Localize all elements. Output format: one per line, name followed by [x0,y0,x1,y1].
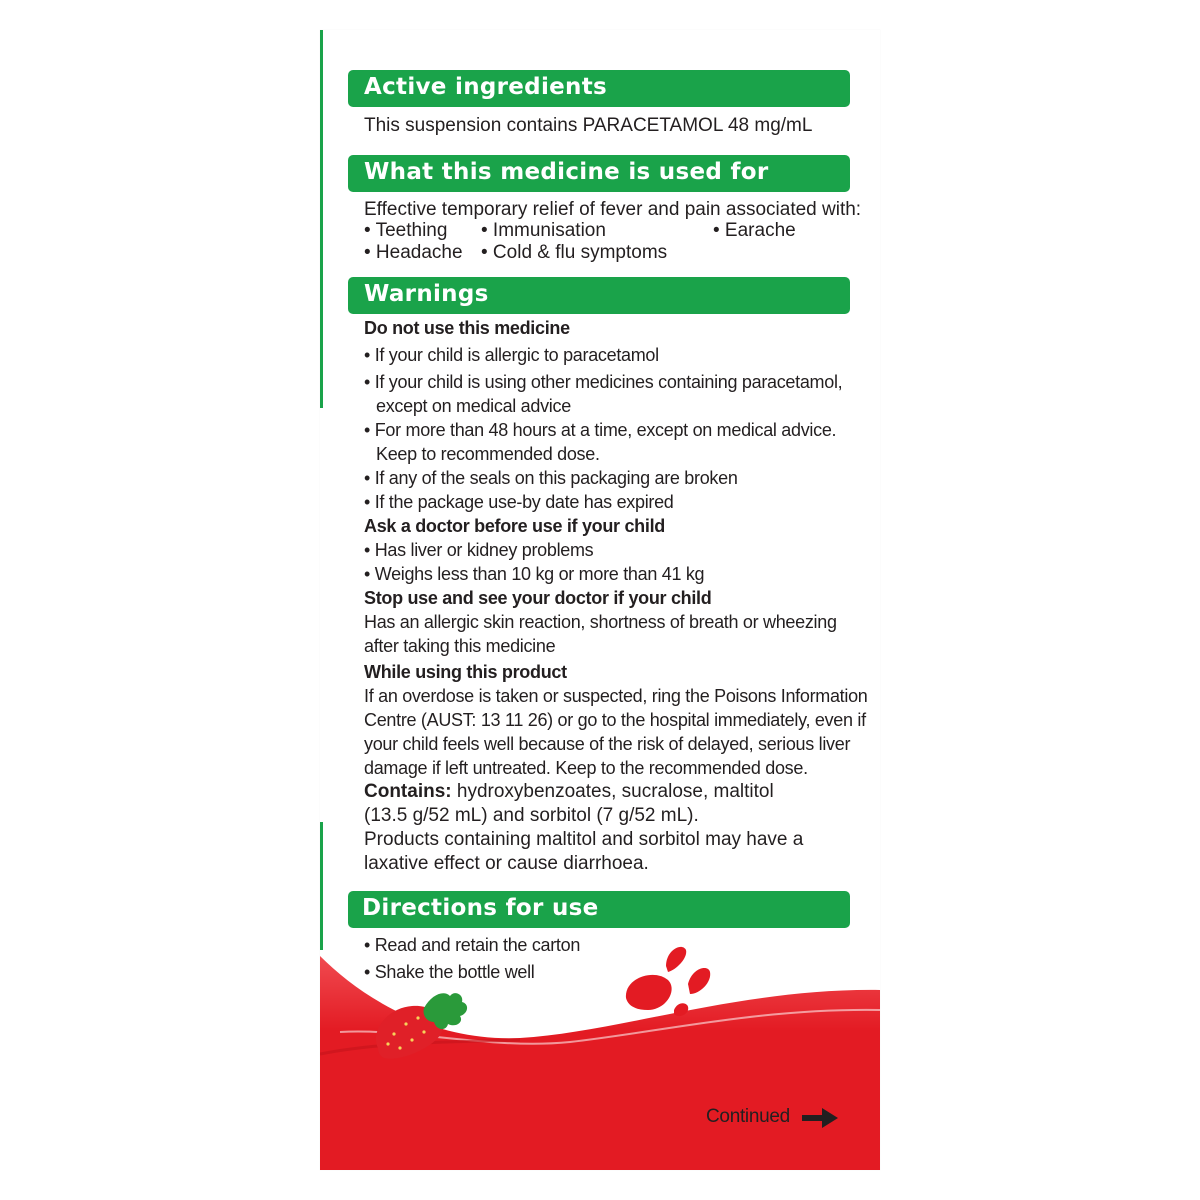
strawberry-icon [364,988,474,1068]
contains-label: Contains: [364,781,452,802]
list-item: • Read and retain the carton [364,935,581,955]
contains-line [364,780,774,804]
active-ingredients-text: This suspension contains PARACETAMOL 48 mg/mL [364,115,813,136]
contains-text: Products containing maltitol and sorbitol may have a [364,829,804,850]
list-item: • Immunisation [481,220,606,241]
list-item: • Has liver or kidney problems [364,540,594,560]
list-item: • Cold & flu symptoms [481,242,668,263]
section-title: Active ingredients [364,74,607,100]
while-using-heading: While using this product [364,662,567,682]
list-item: • Headache [364,242,463,263]
ask-doctor-heading: Ask a doctor before use if your child [364,516,665,536]
section-title: What this medicine is used for [364,159,769,185]
contains-text: hydroxybenzoates, sucralose, maltitol [451,781,774,802]
overdose-text: your child feels well because of the risk of delayed, serious liver [364,734,851,754]
list-item-continued: except on medical advice [376,396,571,416]
warnings-header [348,277,850,314]
list-item: • Weighs less than 10 kg or more than 41 kg [364,564,705,584]
arrow-right-icon [802,1108,838,1128]
overdose-text: damage if left untreated. Keep to the recommended dose. [364,758,808,778]
list-item: • If your child is allergic to paracetamol [364,345,659,365]
overdose-text: Centre (AUST: 13 11 26) or go to the hospital immediately, even if [364,710,866,730]
left-green-edge-top [320,30,323,408]
used-for-header [348,155,850,192]
list-item: • For more than 48 hours at a time, except on medical advice. [364,420,837,440]
splash-icon [620,940,720,1030]
section-title: Directions for use [362,895,599,921]
section-title: Warnings [364,281,489,307]
continued-label: Continued [706,1106,790,1127]
list-item: • Teething [364,220,448,241]
list-item: • If the package use-by date has expired [364,492,674,512]
list-item: • If any of the seals on this packaging are broken [364,468,738,488]
stop-use-heading: Stop use and see your doctor if your child [364,588,712,608]
used-for-intro: Effective temporary relief of fever and pain associated with: [364,199,862,220]
list-item: • Earache [713,220,796,241]
contains-text: laxative effect or cause diarrhoea. [364,853,649,874]
do-not-use-heading: Do not use this medicine [364,318,570,338]
list-item-continued: Keep to recommended dose. [376,444,600,464]
overdose-text: If an overdose is taken or suspected, ring the Poisons Information [364,686,868,706]
stop-use-text: after taking this medicine [364,636,556,656]
stop-use-text: Has an allergic skin reaction, shortness of breath or wheezing [364,612,837,632]
list-item: • If your child is using other medicines containing paracetamol, [364,372,843,392]
contains-text: (13.5 g/52 mL) and sorbitol (7 g/52 mL). [364,805,699,826]
list-item: • Shake the bottle well [364,962,535,982]
carton-panel [320,30,880,1170]
directions-header [348,891,850,928]
active-ingredients-header [348,70,850,107]
